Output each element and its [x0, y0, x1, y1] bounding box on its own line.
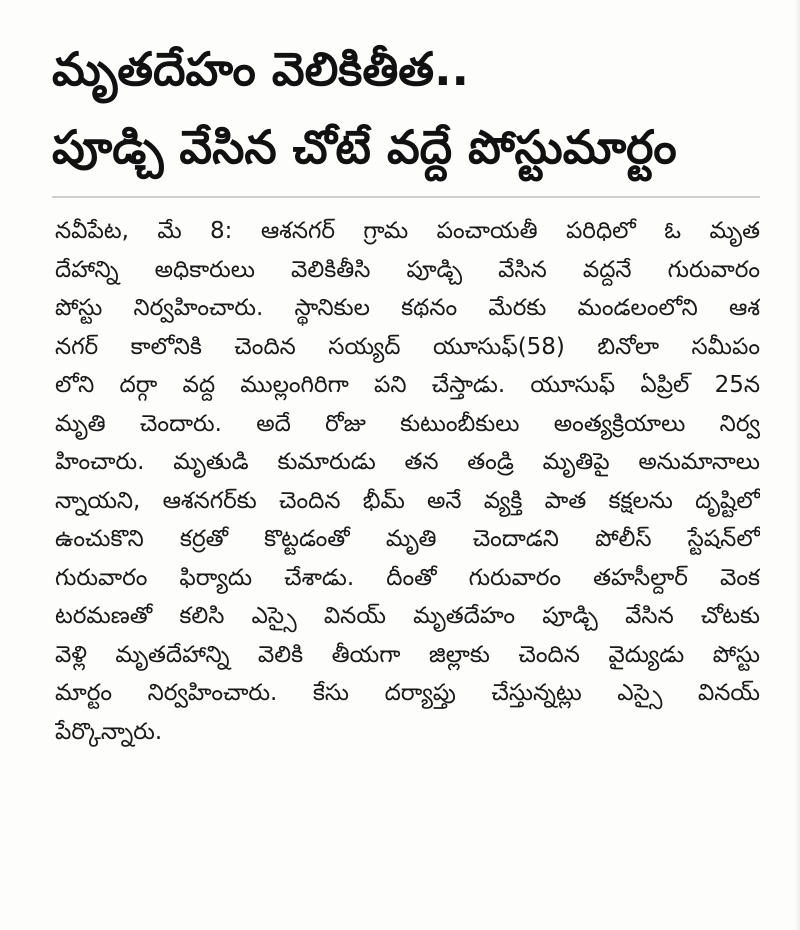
article-line: లోని దర్గా వద్ద ముల్లంగిరిగా పని చేస్తాడు. యూసుఫ్ ఏప్రిల్ 25న: [55, 372, 760, 398]
article-line: టరమణతో కలిసి ఎస్సై వినయ్ మృతదేహం పూడ్చి వేసిన చోటకు: [55, 603, 760, 629]
page-edge-shadow: [794, 0, 800, 930]
article-line: ఉంచుకొని కర్రతో కొట్టడంతో మృతి చెందాడని పోలీస్ స్టేషన్‌లో: [55, 526, 760, 552]
article-line: నవీపేట, మే 8: ఆశనగర్ గ్రామ పంచాయతీ పరిధిలో ఓ మృత: [55, 218, 760, 244]
article-line: గురువారం ఫిర్యాదు చేశాడు. దీంతో గురువారం తహసీల్దార్ వెంక: [55, 564, 760, 591]
article-line: న్నాయని, ఆశనగర్‌కు చెందిన భీమ్ అనే వ్యక్తి పాత కక్షలను దృష్టిలో: [55, 487, 760, 514]
article-line: పోస్టు నిర్వహించారు. స్థానికుల కథనం మేరకు మండలంలోని ఆశ: [55, 295, 760, 321]
article-line-last: పేర్కొన్నారు.: [55, 718, 163, 745]
article-body: [55, 212, 760, 751]
article-line: హించారు. మృతుడి కుమారుడు తన తండ్రి మృతిపై అనుమానాలు: [55, 449, 760, 475]
headline-line-2: పూడ్చి వేసిన చోటే వద్దే పోస్టుమార్టం: [52, 120, 677, 174]
article-line: మృతి చెందారు. అదే రోజు కుటుంబీకులు అంత్యక్రియాలు నిర్వ: [55, 410, 760, 437]
headline: [52, 30, 760, 186]
article-line: దేహాన్ని అధికారులు వెలికితీసి పూడ్చి వేసిన వద్దనే గురువారం: [55, 256, 760, 283]
article-line: వెళ్లి మృతదేహాన్ని వెలికి తీయగా జిల్లాకు చెందిన వైద్యుడు పోస్టు: [55, 641, 760, 668]
article-line: నగర్ కాలోనికి చెందిన సయ్యద్ యూసుఫ్(58) బినోలా సమీపం: [55, 333, 760, 360]
headline-line-1: మృతదేహం వెలికితీత..: [52, 42, 470, 96]
headline-divider: [52, 196, 760, 198]
article-line: మార్టం నిర్వహించారు. కేసు దర్యాప్తు చేస్తున్నట్లు ఎస్సై వినయ్: [55, 680, 760, 706]
